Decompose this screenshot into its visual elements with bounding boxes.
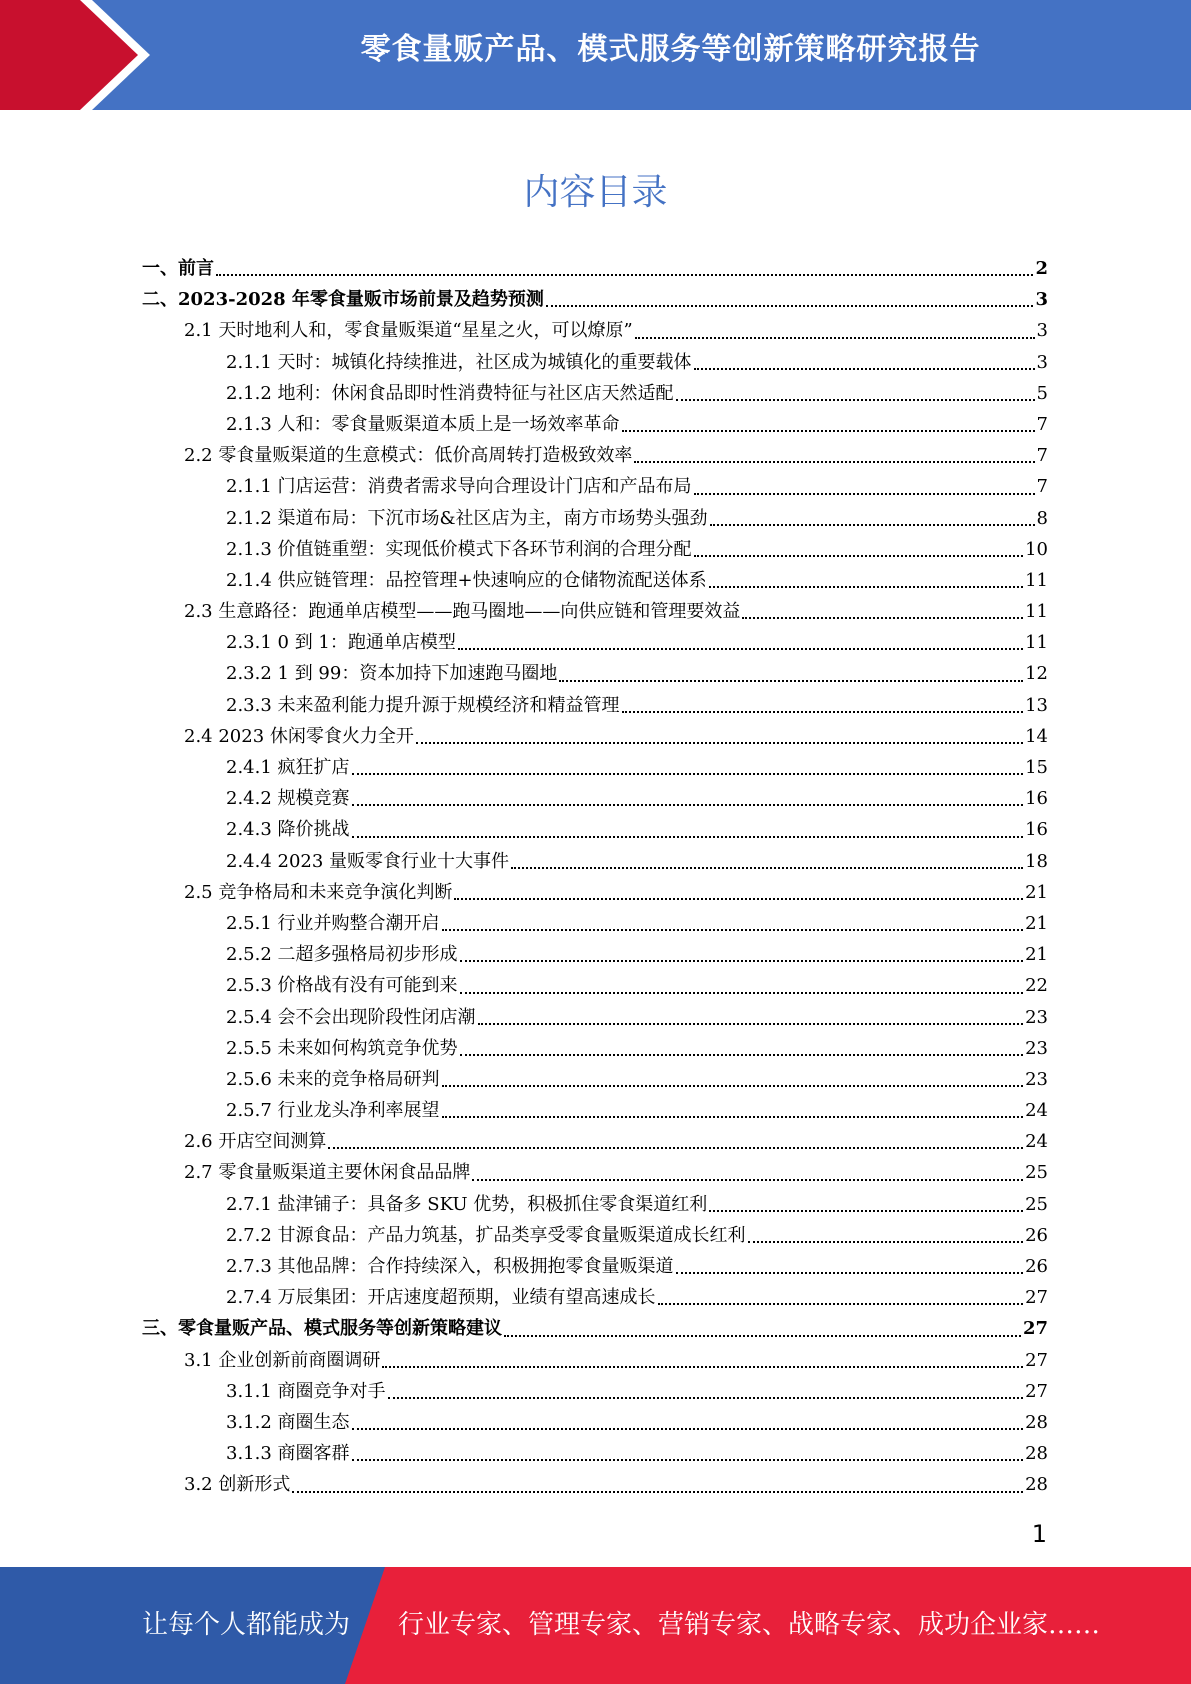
toc-entry[interactable] bbox=[142, 753, 1048, 784]
toc-entry-page: 5 bbox=[1036, 382, 1048, 404]
toc-entry-title: 3.1 企业创新前商圈调研 bbox=[184, 1349, 381, 1371]
toc-entry-title: 2.7.1 盐津铺子：具备多 SKU 优势，积极抓住零食渠道红利 bbox=[226, 1193, 708, 1215]
toc-entry-title: 2.1.2 渠道布局：下沉市场&社区店为主，南方市场势头强劲 bbox=[226, 507, 708, 529]
toc-entry-page: 12 bbox=[1025, 663, 1048, 685]
footer-banner bbox=[0, 1567, 1191, 1684]
toc-entry[interactable] bbox=[142, 1158, 1048, 1189]
toc-entry-title: 2.5.1 行业并购整合潮开启 bbox=[226, 912, 440, 934]
toc-entry[interactable] bbox=[142, 504, 1048, 535]
toc-entry-page: 21 bbox=[1025, 944, 1048, 966]
toc-dot-leader bbox=[352, 773, 1024, 775]
toc-entry[interactable] bbox=[142, 1034, 1048, 1065]
toc-entry-page: 7 bbox=[1036, 476, 1048, 498]
toc-entry-title: 3.1.3 商圈客群 bbox=[226, 1443, 350, 1465]
toc-entry[interactable] bbox=[142, 410, 1048, 441]
toc-dot-leader bbox=[742, 617, 1023, 619]
toc-entry[interactable] bbox=[142, 628, 1048, 659]
toc-entry-title: 2.1 天时地利人和，零食量贩渠道“星星之火，可以燎原” bbox=[184, 320, 633, 342]
toc-entry-title: 2.7.3 其他品牌：合作持续深入，积极拥抱零食量贩渠道 bbox=[226, 1256, 674, 1277]
toc-entry-title: 2.1.2 地利：休闲食品即时性消费特征与社区店天然适配 bbox=[226, 382, 674, 404]
toc-entry[interactable] bbox=[142, 815, 1048, 846]
toc-entry-title: 2.2 零食量贩渠道的生意模式：低价高周转打造极致效率 bbox=[184, 445, 633, 467]
toc-entry-page: 16 bbox=[1025, 819, 1048, 841]
toc-dot-leader bbox=[352, 1459, 1024, 1461]
toc-dot-leader bbox=[622, 711, 1024, 713]
toc-entry[interactable] bbox=[142, 535, 1048, 566]
toc-entry[interactable] bbox=[142, 909, 1048, 940]
toc-entry-title: 2.4.2 规模竞赛 bbox=[226, 788, 350, 810]
toc-entry[interactable] bbox=[142, 1190, 1048, 1221]
toc-entry-page: 28 bbox=[1025, 1474, 1048, 1496]
toc-entry[interactable] bbox=[142, 971, 1048, 1002]
toc-entry-title: 2.4.1 疯狂扩店 bbox=[226, 757, 350, 778]
toc-entry[interactable] bbox=[142, 1096, 1048, 1127]
toc-entry[interactable] bbox=[142, 784, 1048, 815]
toc-dot-leader bbox=[352, 1428, 1024, 1430]
toc-entry-page: 11 bbox=[1025, 632, 1048, 654]
toc-entry-title: 2.4.4 2023 量贩零食行业十大事件 bbox=[226, 850, 510, 872]
toc-entry-page: 18 bbox=[1025, 850, 1048, 872]
toc-dot-leader bbox=[694, 493, 1035, 495]
toc-dot-leader bbox=[292, 1491, 1023, 1493]
toc-entry-page: 24 bbox=[1025, 1100, 1048, 1122]
toc-entry-title: 2.4.3 降价挑战 bbox=[226, 819, 350, 841]
toc-dot-leader bbox=[442, 1085, 1024, 1087]
toc-entry[interactable] bbox=[142, 1003, 1048, 1034]
toc-entry-page: 23 bbox=[1025, 1068, 1048, 1090]
toc-entry[interactable] bbox=[142, 472, 1048, 503]
toc-dot-leader bbox=[454, 898, 1023, 900]
toc-dot-leader bbox=[559, 680, 1023, 682]
report-title: 零食量贩产品、模式服务等创新策略研究报告 bbox=[360, 32, 981, 67]
toc-entry-page: 27 bbox=[1022, 1318, 1048, 1340]
toc-entry[interactable] bbox=[142, 566, 1048, 597]
toc-entry-page: 15 bbox=[1025, 757, 1048, 778]
toc-entry[interactable] bbox=[142, 1127, 1048, 1158]
toc-entry-page: 23 bbox=[1025, 1006, 1048, 1028]
toc-entry-title: 2.5.7 行业龙头净利率展望 bbox=[226, 1100, 440, 1122]
toc-entry-title: 2.1.3 价值链重塑：实现低价模式下各环节利润的合理分配 bbox=[226, 538, 692, 560]
toc-entry-title: 3.2 创新形式 bbox=[184, 1474, 291, 1496]
toc-entry-page: 27 bbox=[1025, 1349, 1048, 1371]
toc-entry-page: 13 bbox=[1025, 694, 1048, 716]
toc-entry-page: 27 bbox=[1025, 1380, 1048, 1402]
toc-dot-leader bbox=[352, 836, 1024, 838]
toc-entry-title: 2.7.4 万辰集团：开店速度超预期，业绩有望高速成长 bbox=[226, 1287, 656, 1309]
toc-entry-page: 3 bbox=[1036, 320, 1048, 342]
footer-slogan-right: 行业专家、管理专家、营销专家、战略专家、成功企业家…… bbox=[398, 1610, 1101, 1640]
toc-entry-title: 三、零食量贩产品、模式服务等创新策略建议 bbox=[142, 1318, 502, 1340]
toc-entry-page: 26 bbox=[1025, 1224, 1048, 1246]
toc-dot-leader bbox=[382, 1366, 1023, 1368]
toc-entry-page: 11 bbox=[1025, 601, 1048, 623]
toc-entry[interactable] bbox=[142, 441, 1048, 472]
page-number: 1 bbox=[1031, 1520, 1047, 1548]
toc-entry-title: 2.1.4 供应链管理：品控管理+快速响应的仓储物流配送体系 bbox=[226, 569, 707, 591]
toc-entry-page: 23 bbox=[1025, 1037, 1048, 1059]
toc-entry[interactable] bbox=[142, 1065, 1048, 1096]
toc-entry-title: 2.1.1 天时：城镇化持续推进，社区成为城镇化的重要载体 bbox=[226, 351, 692, 373]
toc-entry[interactable] bbox=[142, 316, 1048, 347]
toc-entry[interactable] bbox=[142, 1346, 1048, 1377]
toc-entry[interactable] bbox=[142, 1283, 1048, 1314]
toc-heading: 内容目录 bbox=[523, 172, 668, 213]
header-banner bbox=[0, 0, 1191, 110]
toc-entry-title: 2.7.2 甘源食品：产品力筑基，扩品类享受零食量贩渠道成长红利 bbox=[226, 1224, 746, 1246]
toc-entry-title: 2.5.6 未来的竞争格局研判 bbox=[226, 1068, 440, 1090]
table-of-contents bbox=[142, 254, 1048, 1502]
toc-entry-page: 25 bbox=[1025, 1162, 1048, 1184]
toc-dot-leader bbox=[658, 1303, 1024, 1305]
toc-dot-leader bbox=[460, 960, 1024, 962]
toc-entry-title: 2.5.5 未来如何构筑竞争优势 bbox=[226, 1037, 458, 1059]
toc-entry-title: 二、2023-2028 年零食量贩市场前景及趋势预测 bbox=[142, 289, 544, 311]
toc-dot-leader bbox=[694, 555, 1024, 557]
toc-entry-title: 一、前言 bbox=[142, 258, 214, 279]
toc-entry[interactable] bbox=[142, 1252, 1048, 1283]
toc-entry-page: 22 bbox=[1025, 975, 1048, 997]
toc-entry[interactable] bbox=[142, 379, 1048, 410]
toc-entry-title: 2.7 零食量贩渠道主要休闲食品品牌 bbox=[184, 1162, 471, 1184]
toc-dot-leader bbox=[635, 337, 1035, 339]
toc-entry-title: 3.1.2 商圈生态 bbox=[226, 1411, 350, 1433]
toc-dot-leader bbox=[460, 1054, 1024, 1056]
toc-entry[interactable] bbox=[142, 940, 1048, 971]
toc-dot-leader bbox=[709, 1210, 1023, 1212]
toc-entry[interactable] bbox=[142, 597, 1048, 628]
toc-entry-page: 3 bbox=[1036, 351, 1048, 373]
toc-dot-leader bbox=[710, 524, 1035, 526]
toc-entry-title: 2.5.4 会不会出现阶段性闭店潮 bbox=[226, 1006, 476, 1028]
footer-slogan-left: 让每个人都能成为 bbox=[142, 1610, 351, 1640]
toc-entry-page: 28 bbox=[1025, 1411, 1048, 1433]
toc-dot-leader bbox=[442, 929, 1024, 931]
toc-entry-title: 2.4 2023 休闲零食火力全开 bbox=[184, 725, 414, 747]
toc-entry[interactable] bbox=[142, 691, 1048, 722]
toc-dot-leader bbox=[709, 586, 1023, 588]
toc-dot-leader bbox=[328, 1147, 1023, 1149]
toc-dot-leader bbox=[511, 867, 1023, 869]
toc-entry[interactable] bbox=[142, 285, 1048, 316]
toc-entry[interactable] bbox=[142, 254, 1048, 285]
toc-entry-page: 21 bbox=[1025, 881, 1048, 903]
toc-entry-page: 16 bbox=[1025, 788, 1048, 810]
toc-entry-page: 14 bbox=[1025, 725, 1048, 747]
toc-dot-leader bbox=[546, 305, 1034, 307]
toc-entry-page: 10 bbox=[1025, 538, 1048, 560]
toc-entry-title: 2.3 生意路径：跑通单店模型——跑马圈地——向供应链和管理要效益 bbox=[184, 601, 741, 623]
toc-entry-page: 21 bbox=[1025, 912, 1048, 934]
toc-entry[interactable] bbox=[142, 1314, 1048, 1345]
toc-entry[interactable] bbox=[142, 722, 1048, 753]
toc-entry-page: 11 bbox=[1025, 569, 1048, 591]
toc-dot-leader bbox=[416, 742, 1023, 744]
toc-entry-title: 2.5.3 价格战有没有可能到来 bbox=[226, 975, 458, 997]
toc-dot-leader bbox=[478, 1023, 1024, 1025]
toc-dot-leader bbox=[460, 992, 1024, 994]
toc-entry-title: 2.3.1 0 到 1：跑通单店模型 bbox=[226, 632, 456, 654]
toc-entry-page: 28 bbox=[1025, 1443, 1048, 1465]
toc-dot-leader bbox=[472, 1179, 1023, 1181]
toc-entry-page: 27 bbox=[1025, 1287, 1048, 1309]
toc-entry-title: 2.1.1 门店运营：消费者需求导向合理设计门店和产品布局 bbox=[226, 476, 692, 498]
toc-dot-leader bbox=[504, 1335, 1021, 1337]
toc-entry-title: 2.5 竞争格局和未来竞争演化判断 bbox=[184, 881, 453, 903]
toc-entry-title: 2.6 开店空间测算 bbox=[184, 1131, 327, 1153]
toc-entry[interactable] bbox=[142, 847, 1048, 878]
toc-entry[interactable] bbox=[142, 1377, 1048, 1408]
toc-entry[interactable] bbox=[142, 878, 1048, 909]
toc-entry-title: 2.5.2 二超多强格局初步形成 bbox=[226, 944, 458, 966]
toc-dot-leader bbox=[748, 1241, 1024, 1243]
toc-dot-leader bbox=[676, 399, 1035, 401]
toc-entry-page: 25 bbox=[1025, 1193, 1048, 1215]
chevron-red-decoration bbox=[0, 0, 140, 110]
toc-dot-leader bbox=[634, 461, 1034, 463]
toc-entry[interactable] bbox=[142, 1221, 1048, 1252]
toc-dot-leader bbox=[442, 1116, 1024, 1118]
toc-entry-page: 3 bbox=[1035, 289, 1048, 311]
toc-dot-leader bbox=[676, 1272, 1024, 1274]
toc-entry[interactable] bbox=[142, 348, 1048, 379]
toc-dot-leader bbox=[352, 804, 1024, 806]
toc-entry-page: 2 bbox=[1035, 258, 1048, 279]
toc-dot-leader bbox=[216, 274, 1033, 276]
toc-entry-title: 2.1.3 人和：零食量贩渠道本质上是一场效率革命 bbox=[226, 413, 620, 435]
toc-entry[interactable] bbox=[142, 659, 1048, 690]
toc-entry[interactable] bbox=[142, 1408, 1048, 1439]
toc-entry-title: 2.3.3 未来盈利能力提升源于规模经济和精益管理 bbox=[226, 694, 620, 716]
toc-entry-page: 7 bbox=[1036, 445, 1048, 467]
toc-entry-title: 2.3.2 1 到 99：资本加持下加速跑马圈地 bbox=[226, 663, 558, 685]
toc-entry[interactable] bbox=[142, 1470, 1048, 1501]
toc-dot-leader bbox=[694, 368, 1035, 370]
toc-entry[interactable] bbox=[142, 1439, 1048, 1470]
toc-entry-page: 26 bbox=[1025, 1256, 1048, 1277]
toc-dot-leader bbox=[458, 648, 1023, 650]
toc-entry-page: 7 bbox=[1036, 413, 1048, 435]
toc-dot-leader bbox=[622, 430, 1035, 432]
toc-entry-title: 3.1.1 商圈竞争对手 bbox=[226, 1380, 386, 1402]
toc-dot-leader bbox=[388, 1397, 1024, 1399]
toc-entry-page: 8 bbox=[1036, 507, 1048, 529]
toc-entry-page: 24 bbox=[1025, 1131, 1048, 1153]
